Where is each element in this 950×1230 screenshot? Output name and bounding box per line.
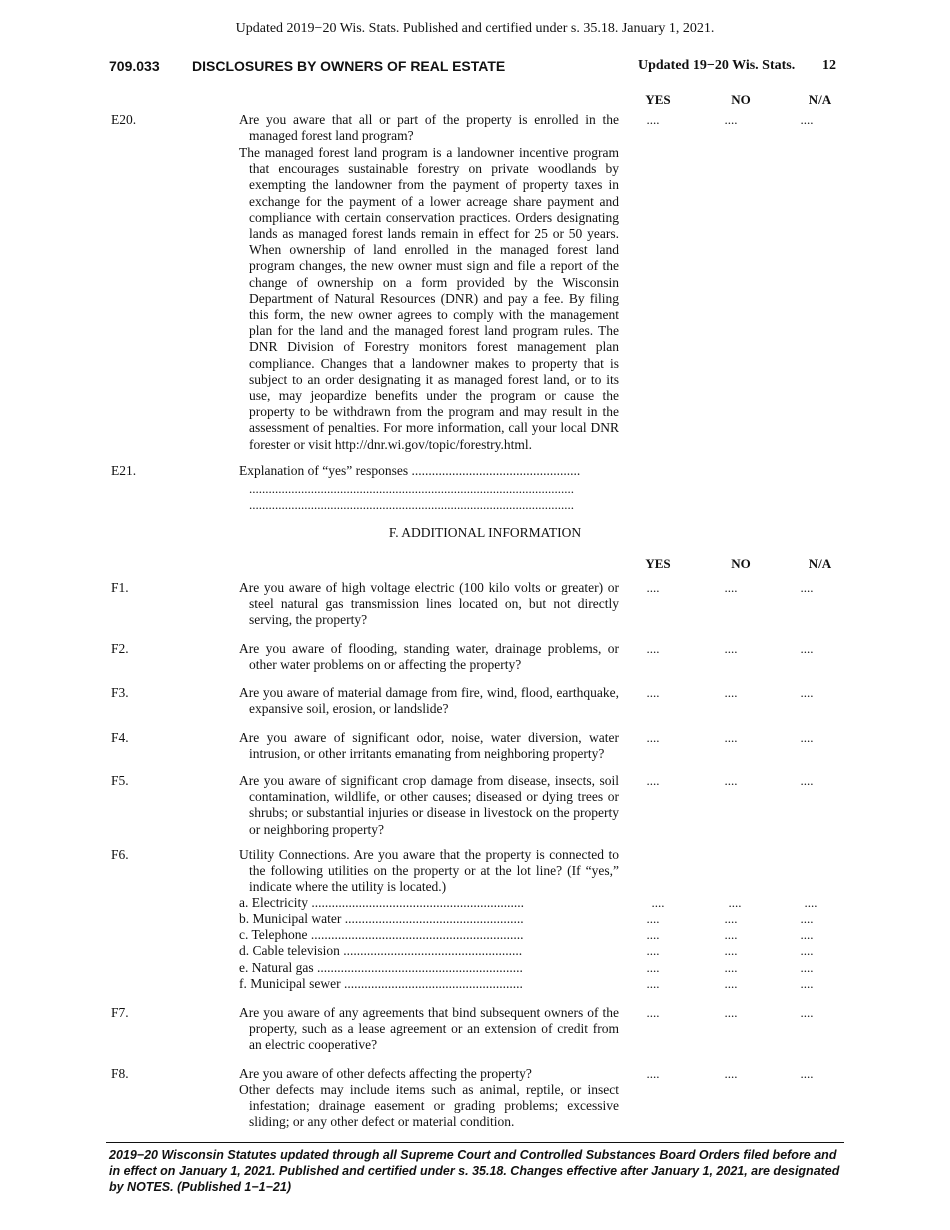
leader-dots: ............................................................. — [316, 960, 523, 975]
header-updated: Updated 19−20 Wis. Stats. — [638, 58, 796, 73]
col-na: N/A — [808, 92, 832, 107]
na-blank[interactable]: .... — [800, 911, 814, 926]
no-blank[interactable]: .... — [728, 895, 742, 910]
utility-row — [239, 943, 539, 959]
footer-note: 2019−20 Wisconsin Statutes updated through all Supreme Court and Controlled Substances Board Orders filed before and in effect on January 1, 2021. Published and certified under s. 35.18. Changes effective after January 1, 2021, are designated by NOTES. (Published 1−1−21) — [109, 1148, 840, 1194]
explanation-label-text: Explanation of “yes” responses — [239, 463, 409, 478]
col-yes: YES — [645, 556, 671, 571]
item-number: F2. — [111, 641, 129, 656]
utility-label: a. Electricity — [239, 895, 308, 910]
no-blank[interactable]: .... — [724, 773, 738, 788]
question-text: Are you aware of significant odor, noise, water diversion, water intrusion, or other irritants emanating from neighboring property? — [239, 730, 619, 762]
utility-label: b. Municipal water — [239, 911, 342, 926]
footer-rule — [106, 1142, 844, 1143]
no-blank[interactable]: .... — [724, 976, 738, 991]
utility-row — [239, 895, 539, 911]
col-no: NO — [731, 92, 751, 107]
yes-blank[interactable]: .... — [646, 976, 660, 991]
na-blank[interactable]: .... — [800, 730, 814, 745]
item-number: E20. — [111, 112, 137, 127]
na-blank[interactable]: .... — [800, 1066, 814, 1081]
na-blank[interactable]: .... — [800, 580, 814, 595]
item-number: F3. — [111, 685, 129, 700]
no-blank[interactable]: .... — [724, 580, 738, 595]
explanation-line[interactable]: .................................................................................................... — [249, 497, 574, 512]
utility-label: e. Natural gas — [239, 960, 314, 975]
yes-blank[interactable]: .... — [646, 960, 660, 975]
question-text: Utility Connections. Are you aware that the property is connected to the following utilities on the property or at the lot line? (If “yes,” indicate where the utility is located.) — [239, 847, 619, 895]
item-number: F4. — [111, 730, 129, 745]
no-blank[interactable]: .... — [724, 112, 738, 127]
utility-label: c. Telephone — [239, 927, 308, 942]
na-blank[interactable]: .... — [800, 943, 814, 958]
explanation-text: The managed forest land program is a landowner incentive program that encourages sustainable forestry on private woodlands by exempting the landowner from the payment of property taxes in exchange for the payment of a lower acreage share payment and compliance with certain conservation practices. Orders designating lands as managed forest lands remain in effect for 25 or 50 years. When ownership of land enrolled in the managed forest land program changes, the new owner must sign and file a report of the change of ownership on a form provided by the Wisconsin Department of Natural Resources (DNR) and pay a fee. By filing this form, the new owner agrees to comply with the management plan for the land and the managed forest land program rules. The DNR Division of Forestry monitors forest management plan compliance. Changes that a landowner makes to property that is subject to an order designating it as managed forest land, or to its use, may jeopardize benefits under the program or cause the property to be withdrawn from the program and may result in the assessment of penalties. For more information, call your local DNR forester or visit http://dnr.wi.gov/topic/forestry.html. — [239, 145, 619, 452]
question-text: Are you aware of significant crop damage from disease, insects, soil contamination, wildlife, or other causes; diseased or dying trees or shrubs; or substantial injuries or disease in livestock on the property or neighboring property? — [239, 773, 619, 837]
col-no: NO — [731, 556, 751, 571]
page-number: 12 — [822, 58, 836, 73]
question-text: Are you aware of any agreements that bind subsequent owners of the property, such as a lease agreement or an extension of credit from an electric cooperative? — [239, 1005, 619, 1053]
no-blank[interactable]: .... — [724, 685, 738, 700]
no-blank[interactable]: .... — [724, 730, 738, 745]
col-na: N/A — [808, 556, 832, 571]
na-blank[interactable]: .... — [800, 641, 814, 656]
utility-label: f. Municipal sewer — [239, 976, 341, 991]
na-blank[interactable]: .... — [804, 895, 818, 910]
na-blank[interactable]: .... — [800, 976, 814, 991]
question-text: Are you aware of other defects affecting the property? — [239, 1066, 532, 1081]
yes-blank[interactable]: .... — [646, 580, 660, 595]
no-blank[interactable]: .... — [724, 927, 738, 942]
section-heading: F. ADDITIONAL INFORMATION — [388, 525, 582, 540]
leader-dots: .................................................. — [411, 463, 581, 478]
utility-row — [239, 976, 539, 992]
yes-blank[interactable]: .... — [646, 730, 660, 745]
yes-blank[interactable]: .... — [646, 927, 660, 942]
na-blank[interactable]: .... — [800, 685, 814, 700]
explanation-line[interactable]: .................................................................................................... — [249, 481, 574, 496]
yes-blank[interactable]: .... — [646, 911, 660, 926]
item-number: E21. — [111, 463, 137, 478]
leader-dots: ............................................................... — [310, 927, 524, 942]
top-note: Updated 2019−20 Wis. Stats. Published and certified under s. 35.18. January 1, 2021. — [235, 21, 715, 36]
utility-row — [239, 911, 539, 927]
utility-row — [239, 927, 539, 943]
na-blank[interactable]: .... — [800, 773, 814, 788]
utility-label: d. Cable television — [239, 943, 340, 958]
yes-blank[interactable]: .... — [646, 685, 660, 700]
section-number: 709.033 — [109, 58, 160, 74]
na-blank[interactable]: .... — [800, 960, 814, 975]
item-number: F8. — [111, 1066, 129, 1081]
question-text: Are you aware of flooding, standing water, drainage problems, or other water problems on or affecting the property? — [239, 641, 619, 673]
leader-dots: ..................................................... — [344, 911, 524, 926]
utility-row — [239, 960, 539, 976]
leader-dots: ..................................................... — [343, 976, 523, 991]
explanation-text: Other defects may include items such as animal, reptile, or insect infestation; drainage easement or grading problems; excessive sliding; or any other defect or material condition. — [239, 1082, 619, 1130]
no-blank[interactable]: .... — [724, 1066, 738, 1081]
item-number: F7. — [111, 1005, 129, 1020]
yes-blank[interactable]: .... — [646, 112, 660, 127]
question-text: Are you aware of material damage from fire, wind, flood, earthquake, expansive soil, erosion, or landslide? — [239, 685, 619, 717]
yes-blank[interactable]: .... — [646, 641, 660, 656]
na-blank[interactable]: .... — [800, 112, 814, 127]
item-number: F6. — [111, 847, 129, 862]
question-text: Are you aware of high voltage electric (100 kilo volts or greater) or steel natural gas transmission lines located on, but not directly serving, the property? — [239, 580, 619, 628]
question-text: Are you aware that all or part of the property is enrolled in the managed forest land program? — [239, 112, 619, 144]
item-number: F5. — [111, 773, 129, 788]
explanation-label — [239, 463, 599, 479]
yes-blank[interactable]: .... — [646, 1066, 660, 1081]
no-blank[interactable]: .... — [724, 943, 738, 958]
na-blank[interactable]: .... — [800, 927, 814, 942]
na-blank[interactable]: .... — [800, 1005, 814, 1020]
yes-blank[interactable]: .... — [651, 895, 665, 910]
no-blank[interactable]: .... — [724, 641, 738, 656]
no-blank[interactable]: .... — [724, 911, 738, 926]
page-title: DISCLOSURES BY OWNERS OF REAL ESTATE — [192, 58, 506, 74]
leader-dots: ..................................................... — [343, 943, 523, 958]
yes-blank[interactable]: .... — [646, 1005, 660, 1020]
no-blank[interactable]: .... — [724, 1005, 738, 1020]
yes-blank[interactable]: .... — [646, 943, 660, 958]
item-number: F1. — [111, 580, 129, 595]
no-blank[interactable]: .... — [724, 960, 738, 975]
col-yes: YES — [645, 92, 671, 107]
leader-dots: ............................................................... — [311, 895, 524, 910]
yes-blank[interactable]: .... — [646, 773, 660, 788]
